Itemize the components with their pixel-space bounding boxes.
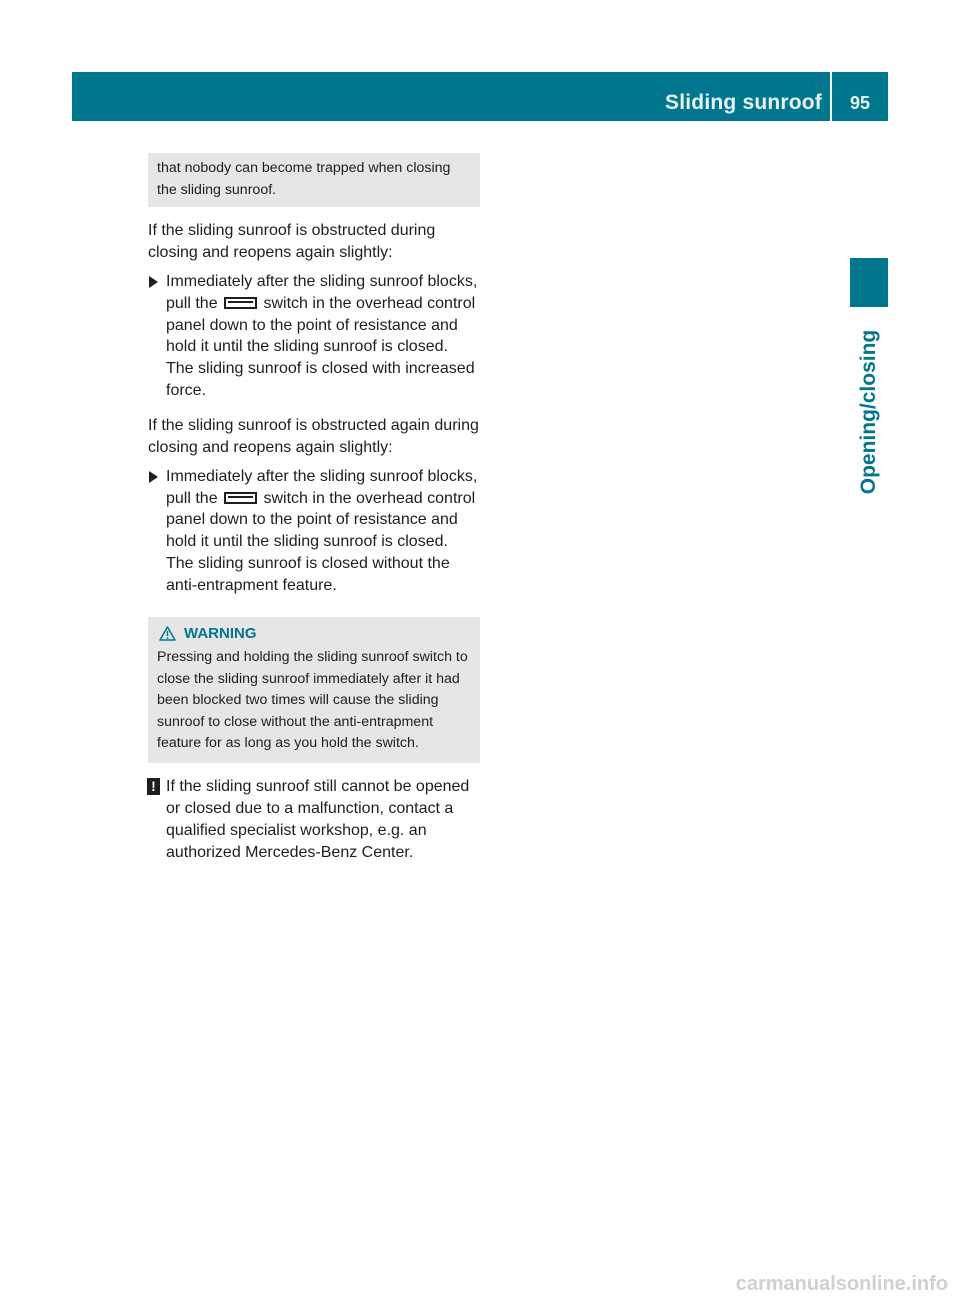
- header-divider: [830, 72, 832, 121]
- exclamation-icon: !: [147, 778, 160, 795]
- paragraph-obstructed-again: If the sliding sunroof is obstructed again during closing and reopens again slightly:: [148, 416, 479, 456]
- step-result: The sliding sunroof is closed with increased force.: [166, 360, 475, 399]
- warning-text: Pressing and holding the sliding sunroof switch to close the sliding sunroof immediately after it had been blocked two times will cause the sliding sunroof to close without the anti-entrapment feature for as long as you hold the switch.: [157, 649, 468, 752]
- caution-note: [148, 776, 480, 864]
- sunroof-switch-icon: [224, 492, 257, 504]
- note-box: [148, 153, 480, 207]
- step-text-before: Immediately after the sliding sunroof blocks, pull the: [166, 467, 478, 507]
- section-title: Sliding sunroof: [665, 91, 822, 114]
- watermark: carmanualsonline.info: [735, 1273, 948, 1295]
- step-text-before: Immediately after the sliding sunroof blocks, pull the: [166, 273, 478, 312]
- warning-title: WARNING: [184, 624, 257, 642]
- warning-heading: [157, 623, 471, 645]
- step-text-after: switch in the overhead control panel down to the point of resistance and hold it until the sliding sunroof is closed.: [166, 294, 476, 356]
- note-text: that nobody can become trapped when closing the sliding sunroof.: [157, 160, 451, 198]
- step-result: The sliding sunroof is closed without the anti-entrapment feature.: [166, 554, 450, 594]
- instruction-step: [148, 271, 480, 402]
- chapter-tab: [850, 258, 888, 307]
- paragraph-obstructed: If the sliding sunroof is obstructed during closing and reopens again slightly:: [148, 222, 436, 261]
- sunroof-switch-icon: [224, 297, 257, 309]
- arrow-right-icon: [149, 471, 158, 483]
- main-column: [148, 153, 480, 864]
- page-number: 95: [849, 93, 870, 113]
- instruction-step: [148, 466, 480, 597]
- warning-triangle-icon: [159, 626, 176, 641]
- warning-box: [148, 617, 480, 763]
- chapter-label: Opening/closing: [857, 329, 880, 495]
- header-bar: [72, 72, 888, 121]
- caution-text: If the sliding sunroof still cannot be opened or closed due to a malfunction, contact a qualified specialist workshop, e.g. an authorized Mercedes-Benz Center.: [166, 777, 470, 861]
- step-text-after: switch in the overhead control panel down to the point of resistance and hold it until the sliding sunroof is closed.: [166, 489, 476, 551]
- arrow-right-icon: [149, 276, 158, 288]
